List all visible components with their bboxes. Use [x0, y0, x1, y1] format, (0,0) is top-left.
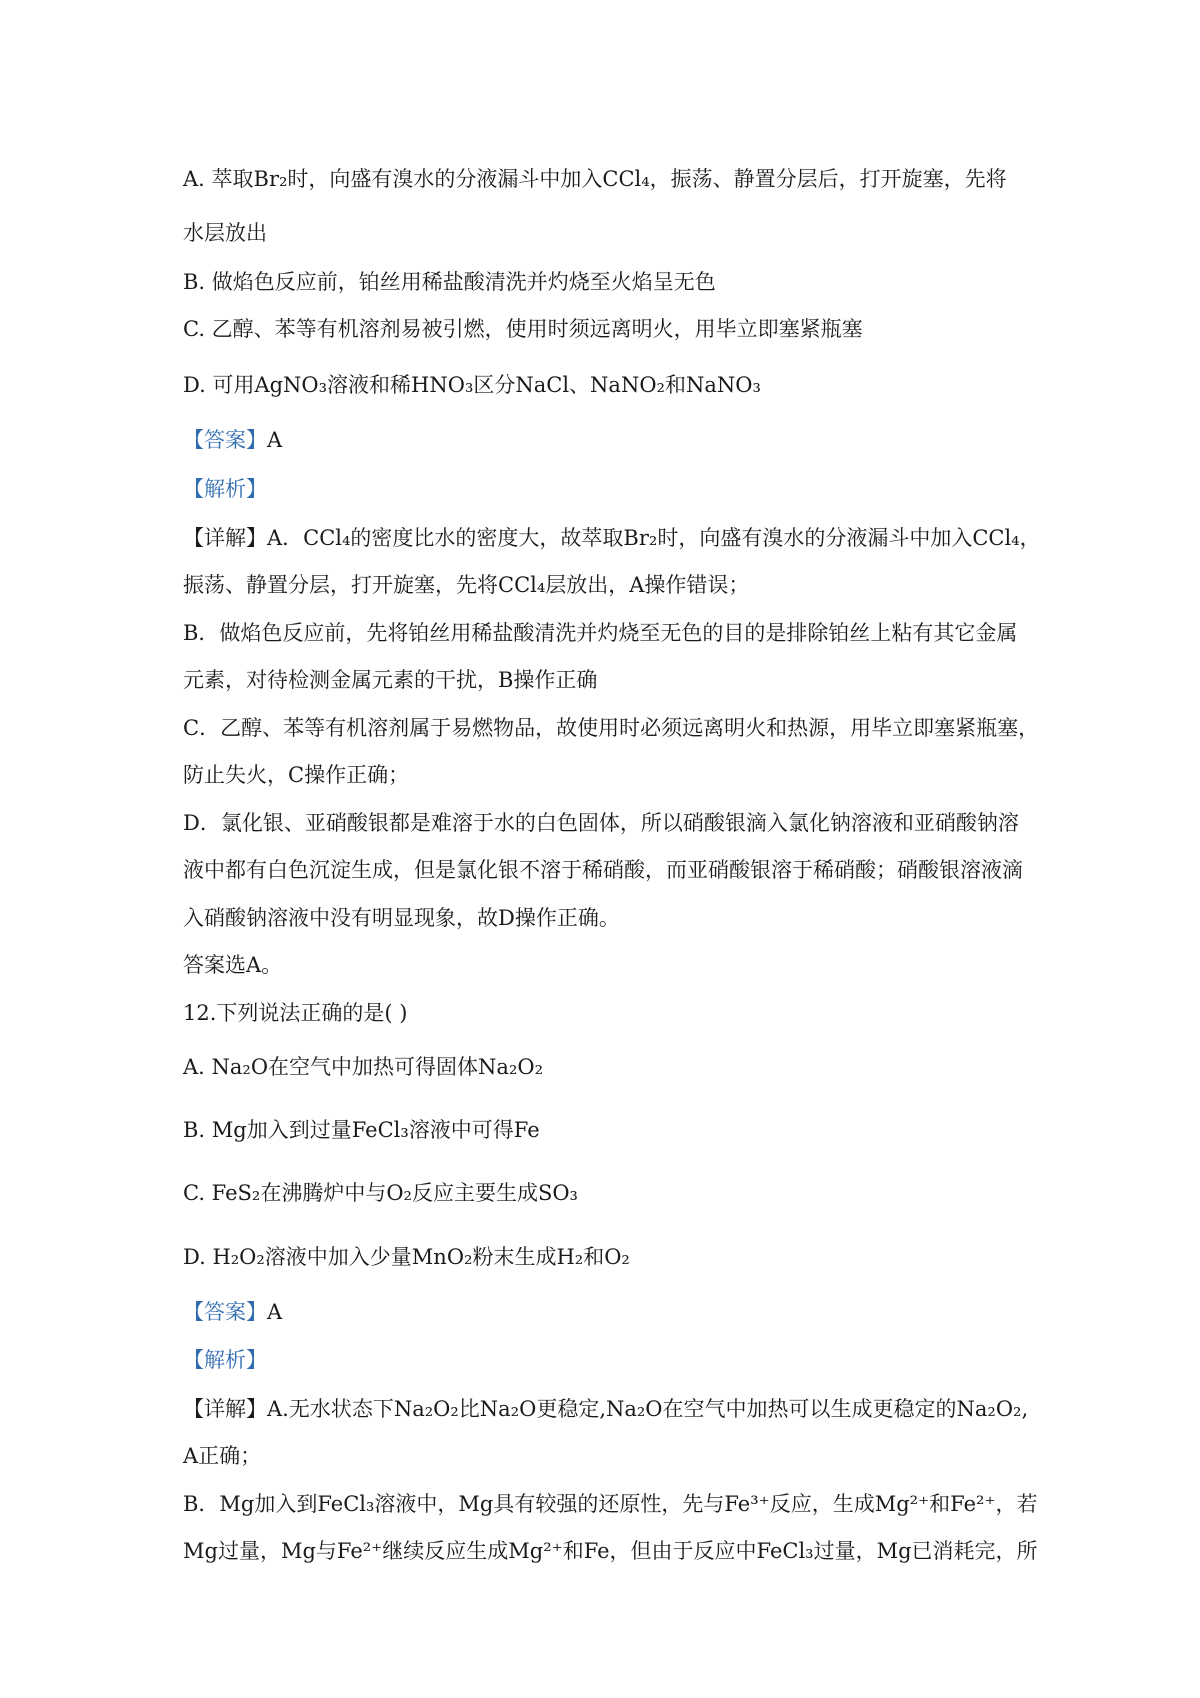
text-line: C. FeS₂在沸腾炉中与O₂反应主要生成SO₃	[183, 1181, 578, 1205]
document-line	[183, 570, 1033, 600]
document-line	[183, 218, 1033, 248]
document-line	[183, 164, 1033, 194]
document-line	[183, 1489, 1038, 1519]
text-line: B．Mg加入到FeCl₃溶液中，Mg具有较强的还原性，先与Fe³⁺反应，生成Mg²⁺和Fe²⁺，若	[183, 1492, 1038, 1516]
document-line	[183, 998, 1033, 1028]
analysis-label: 【解析】	[183, 477, 267, 501]
answer-value: A	[267, 428, 283, 452]
document-line	[183, 1536, 1038, 1566]
text-line: A. 萃取Br₂时，向盛有溴水的分液漏斗中加入CCl₄，振荡、静置分层后，打开旋塞，先将	[183, 167, 1007, 191]
answer-label: 【答案】	[183, 428, 267, 452]
answer-value: A	[267, 1300, 283, 1324]
text-line: 【详解】A.无水状态下Na₂O₂比Na₂O更稳定,Na₂O在空气中加热可以生成更稳定的Na₂O₂,	[183, 1397, 1029, 1421]
answer-line	[183, 425, 1033, 455]
text-line: D．氯化银、亚硝酸银都是难溶于水的白色固体，所以硝酸银滴入氯化钠溶液和亚硝酸钠溶	[183, 811, 1019, 835]
text-line: C．乙醇、苯等有机溶剂属于易燃物品，故使用时必须远离明火和热源，用毕立即塞紧瓶塞，	[183, 716, 1040, 740]
text-line: D. 可用AgNO₃溶液和稀HNO₃区分NaCl、NaNO₂和NaNO₃	[183, 373, 761, 397]
text-line: B．做焰色反应前，先将铂丝用稀盐酸清洗并灼烧至无色的目的是排除铂丝上粘有其它金属	[183, 621, 1018, 645]
answer-label: 【答案】	[183, 1300, 267, 1324]
document-line	[183, 855, 1033, 885]
text-line: A正确；	[183, 1444, 262, 1468]
document-line	[183, 1394, 1033, 1424]
text-line: D. H₂O₂溶液中加入少量MnO₂粉末生成H₂和O₂	[183, 1245, 630, 1269]
document-line	[183, 618, 1033, 648]
text-line: A. Na₂O在空气中加热可得固体Na₂O₂	[183, 1055, 543, 1079]
document-line	[183, 523, 1041, 553]
document-line	[183, 314, 1033, 344]
text-line: 答案选A。	[183, 953, 283, 977]
analysis-heading	[183, 1345, 1033, 1375]
analysis-label: 【解析】	[183, 1348, 267, 1372]
document-line	[183, 808, 1033, 838]
document-line	[183, 713, 1040, 743]
text-line: 振荡、静置分层，打开旋塞，先将CCl₄层放出，A操作错误；	[183, 573, 750, 597]
text-line: Mg过量，Mg与Fe²⁺继续反应生成Mg²⁺和Fe，但由于反应中FeCl₃过量，Mg已消耗完，所	[183, 1539, 1038, 1563]
text-line: 水层放出	[183, 221, 267, 245]
document-line	[183, 370, 1033, 400]
text-line: 防止失火，C操作正确；	[183, 763, 410, 787]
document-line	[183, 903, 1033, 933]
text-line: 入硝酸钠溶液中没有明显现象，故D操作正确。	[183, 906, 620, 930]
document-line	[183, 760, 1033, 790]
document-line	[183, 1052, 1033, 1082]
analysis-heading	[183, 474, 1033, 504]
document-line	[183, 1242, 1033, 1272]
text-line: C. 乙醇、苯等有机溶剂易被引燃，使用时须远离明火，用毕立即塞紧瓶塞	[183, 317, 863, 341]
text-line: 元素，对待检测金属元素的干扰，B操作正确	[183, 668, 598, 692]
text-line: B. Mg加入到过量FeCl₃溶液中可得Fe	[183, 1118, 540, 1142]
document-line	[183, 665, 1033, 695]
document-line	[183, 267, 1033, 297]
document-line	[183, 1115, 1033, 1145]
answer-line	[183, 1297, 1033, 1327]
text-line: 12.下列说法正确的是( )	[183, 1001, 408, 1025]
document-line	[183, 1178, 1033, 1208]
text-line: 【详解】A．CCl₄的密度比水的密度大，故萃取Br₂时，向盛有溴水的分液漏斗中加入CCl₄，	[183, 526, 1041, 550]
document-line	[183, 1441, 1033, 1471]
document-line	[183, 950, 1033, 980]
text-line: 液中都有白色沉淀生成，但是氯化银不溶于稀硝酸，而亚硝酸银溶于稀硝酸；硝酸银溶液滴	[183, 858, 1023, 882]
text-line: B. 做焰色反应前，铂丝用稀盐酸清洗并灼烧至火焰呈无色	[183, 270, 716, 294]
